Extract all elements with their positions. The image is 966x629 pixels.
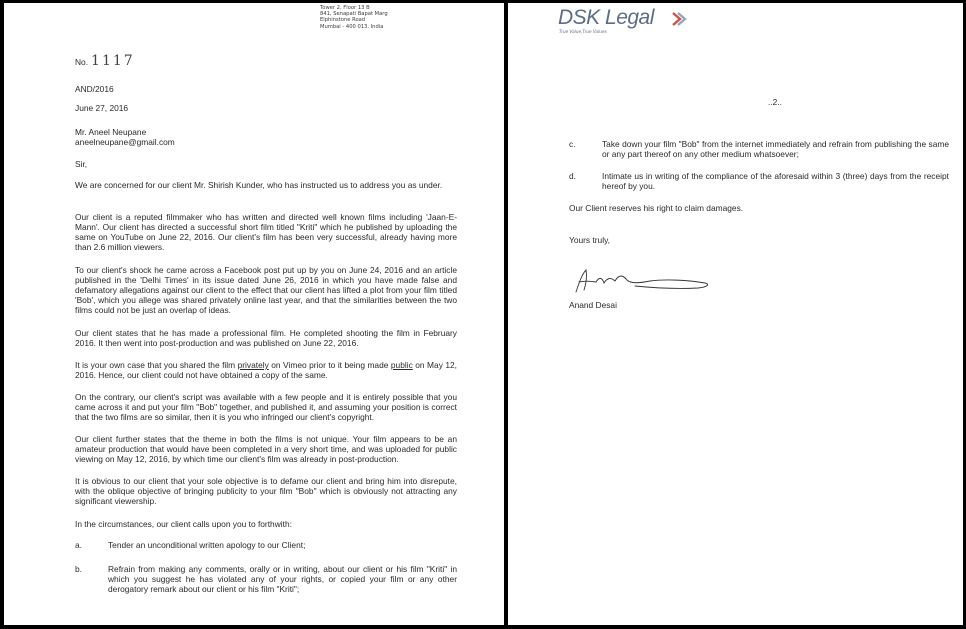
- vimeo-text-2: on Vimeo prior to it being made: [268, 360, 391, 370]
- firm-address: [320, 5, 388, 30]
- paragraph-theme: Our client further states that the theme in both the films is not unique. Your film appears to be an amateur production that would have been completed in a very short time, and was uploaded for public viewing on May 12, 2016, by which time our client's film was already in post-production.: [75, 434, 457, 464]
- closing: Yours truly,: [569, 235, 610, 245]
- vimeo-text-1: It is your own case that you shared the film: [75, 360, 238, 370]
- recipient-name: Mr. Aneel Neupane: [75, 127, 147, 137]
- vimeo-public: public: [390, 360, 413, 370]
- paragraph-professional-film: Our client states that he has made a professional film. He completed shooting the film in February 2016. It then went into post-production and was published on June 22, 2016.: [75, 328, 457, 348]
- dsk-legal-logo: [558, 7, 654, 34]
- letter-page-1: [4, 3, 504, 625]
- vimeo-text-3: on May 12, 2016. Hence, our client could not have obtained a copy of the same.: [75, 360, 457, 380]
- signature-icon: [570, 265, 720, 299]
- letter-page-2: [508, 3, 963, 625]
- list-item-intimate: Intimate us in writing of the compliance of the aforesaid within 3 (three) days from the receipt hereof by you.: [602, 171, 949, 191]
- list-letter: a.: [75, 540, 82, 550]
- logo-wordmark: DSK Legal: [558, 6, 654, 29]
- recipient-email: aneelneupane@gmail.com: [75, 137, 175, 147]
- paragraph-intro: We are concerned for our client Mr. Shirish Kunder, who has instructed us to address you as under.: [75, 180, 443, 190]
- list-letter: d.: [569, 171, 576, 181]
- paragraph-client: Our client is a reputed filmmaker who has written and directed well known films including 'Jaan-E-Mann'. Our client has directed a successful short film titled "Kriti" which he published by uploading the same on YouTube on June 22, 2016. Our client's film has been very successful, already having more than 2.6 million viewers.: [75, 212, 457, 252]
- list-item-takedown: Take down your film "Bob" from the internet immediately and refrain from publishing the same or any part thereof on any other medium whatsoever;: [602, 139, 949, 159]
- paragraph-allegations: To our client's shock he came across a Facebook post put up by you on June 24, 2016 and an article published in the 'Delhi Times' in its issue dated June 26, 2016 in which you have made false and defamatory allegations against our client to the effect that our client has lifted a plot from your film titled 'Bob', which you allege was shared privately online last year, and that the similarities between the two films could not be just an overlap of ideas.: [75, 265, 457, 315]
- ref-code: AND/2016: [75, 84, 114, 94]
- address-line: Tower 2, Floor 13 B: [320, 5, 370, 11]
- list-letter: c.: [569, 139, 576, 149]
- list-item-apology: Tender an unconditional written apology to our Client;: [108, 540, 306, 550]
- signatory-name: Anand Desai: [569, 300, 617, 310]
- ref-label: No.: [75, 57, 89, 67]
- logo-chevron-icon: [671, 12, 687, 26]
- list-item-refrain: Refrain from making any comments, orally or in writing, about our client or his film "Kriti" in which you suggest he has violated any of your rights, or copied your film or any other derogatory remark about our client or his film "Kriti";: [108, 564, 457, 594]
- address-line: Mumbai - 400 013. India: [320, 23, 384, 30]
- salutation: Sir,: [75, 159, 88, 169]
- page-number: ..2..: [768, 97, 782, 107]
- letter-date: June 27, 2016: [75, 103, 129, 113]
- vimeo-privately: privately: [237, 360, 269, 370]
- paragraph-defame: It is obvious to our client that your sole objective is to defame our client and bring him into disrepute, with the oblique objective of bringing publicity to your film "Bob" which is obviously not attracting any significant viewership.: [75, 476, 457, 506]
- ref-number-handwritten: 1117: [91, 53, 135, 69]
- paragraph-circumstances: In the circumstances, our client calls upon you to forthwith:: [75, 519, 292, 529]
- damages-statement: Our Client reserves his right to claim damages.: [569, 203, 744, 213]
- address-line: 841, Senapati Bapat Marg: [320, 11, 388, 18]
- address-line: Elphinstone Road: [320, 17, 366, 24]
- paragraph-contrary: On the contrary, our client's script was available with a few people and it is entirely possible that you came across it and put your film "Bob" together, and published it, and assuming your position is correct that the two films are so similar, then it is you who infringed our client's copyright.: [75, 392, 457, 422]
- reference-number: [75, 53, 135, 69]
- list-letter: b.: [75, 564, 82, 574]
- paragraph-vimeo: [75, 360, 457, 380]
- logo-tagline: True Value,True Values: [559, 29, 607, 34]
